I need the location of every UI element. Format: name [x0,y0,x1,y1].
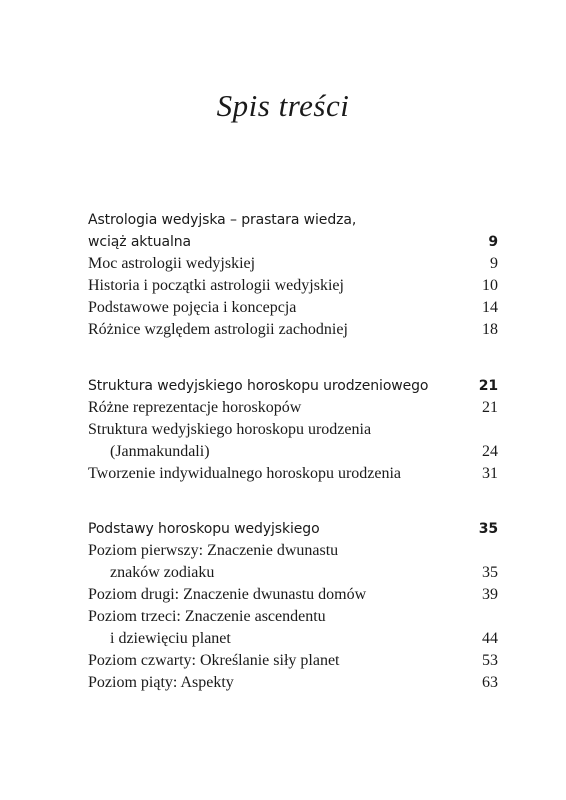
toc-entry-title: Poziom drugi: Znaczenie dwunastu domów [88,586,367,603]
toc-entry-page: 44 [482,630,498,647]
toc-section-heading [88,375,498,397]
toc-entry [88,253,498,275]
section-heading-line1: Podstawy horoskopu wedyjskiego [88,521,320,537]
toc-entry-title: Poziom pierwszy: Znaczenie dwunastu [88,542,339,559]
toc-entry [88,584,498,606]
toc-entry-title: Poziom czwarty: Określanie siły planet [88,652,340,669]
toc-entry-title-cont: znaków zodiaku [110,564,215,581]
page-title: Spis treści [216,88,350,123]
toc-entry [88,275,498,297]
toc-entry [88,540,498,562]
toc-entry-page: 31 [482,465,498,482]
toc-section-heading-cont [88,231,498,253]
toc-entry-page: 53 [482,652,498,669]
toc-entry [88,397,498,419]
toc-entry-title: Historia i początki astrologii wedyjskiej [88,277,344,294]
section-page-number: 35 [478,521,498,537]
toc-entry-title-cont: i dziewięciu planet [110,630,231,647]
toc-entry-page: 14 [482,299,498,316]
toc-entry-title: Różnice względem astrologii zachodniej [88,321,348,338]
toc-entry-page: 9 [490,255,498,272]
section-page-number: 21 [478,378,498,394]
toc-entry-page: 35 [482,564,498,581]
toc-entry-title-cont: (Janmakundali) [110,443,210,460]
toc-entry-title: Różne reprezentacje horoskopów [88,399,302,416]
toc-entry-page: 24 [482,443,498,460]
toc-entry-cont [88,562,498,584]
toc-entry-page: 39 [482,586,498,603]
toc-section-3 [88,518,498,694]
toc-entry [88,463,498,485]
toc-entry-cont [88,441,498,463]
toc-entry-title: Moc astrologii wedyjskiej [88,255,256,272]
toc-section-heading [88,209,498,231]
section-page-number: 9 [488,234,498,250]
toc-entry-page: 21 [482,399,498,416]
toc-entry [88,606,498,628]
toc-entry [88,319,498,341]
section-heading-line2: wciąż aktualna [88,234,191,250]
section-heading-line1: Struktura wedyjskiego horoskopu urodzeniowego [88,378,429,394]
toc-entry-title: Poziom piąty: Aspekty [88,674,234,691]
toc-entry [88,672,498,694]
toc-section-1 [88,209,498,341]
toc-entry-title: Poziom trzeci: Znaczenie ascendentu [88,608,326,625]
toc-entry-title: Tworzenie indywidualnego horoskopu urodzenia [88,465,402,482]
toc-entry [88,650,498,672]
section-heading-line1: Astrologia wedyjska – prastara wiedza, [88,212,357,228]
toc-entry-page: 63 [482,674,498,691]
toc-section-2 [88,375,498,485]
toc-entry-cont [88,628,498,650]
toc-entry-title: Podstawowe pojęcia i koncepcja [88,299,297,316]
toc-entry-page: 10 [482,277,498,294]
toc-entry-title: Struktura wedyjskiego horoskopu urodzenia [88,421,372,438]
toc-entry-page: 18 [482,321,498,338]
toc-section-heading [88,518,498,540]
toc-entry [88,297,498,319]
toc-entry [88,419,498,441]
